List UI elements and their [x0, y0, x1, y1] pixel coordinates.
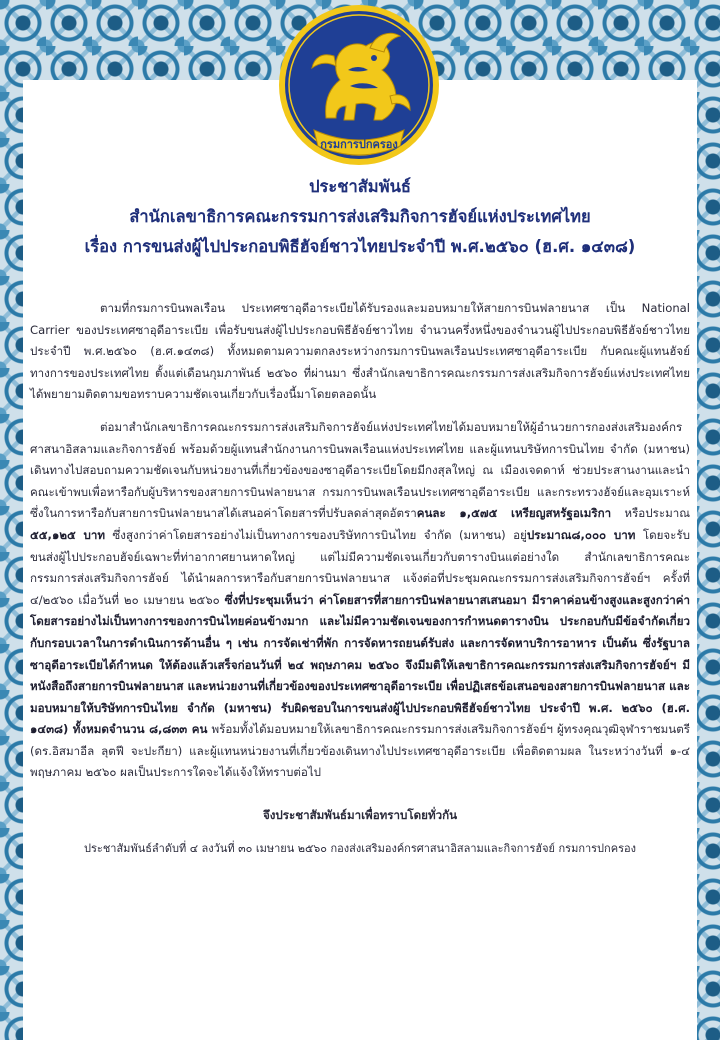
- fare-thb-highlight: ๕๕,๑๒๕ บาท: [30, 527, 106, 542]
- meeting-resolution-highlight: ซึ่งที่ประชุมเห็นว่า ค่าโดยสารที่สายการบินฟลายนาสเสนอมา มีราคาค่อนข้างสูงและสูงกว่าค่าโดยสารอย่างไม่เป็นทางการของการบินไทยค่อนข้างมาก และไม่มีความชัดเจนของการกำหนดตารางบิน ประกอบกับมีข้อจำกัดเกี่ยวกับกรอบเวลาในการดำเนินการด้านอื่น ๆ เช่น การจัดเช่าที่พัก การจัดหารถยนต์รับส่ง และการจัดหาบริการอาหาร เป็นต้น ซึ่งรัฐบาลซาอุดีอาระเบียได้กำหนด ให้ต้องแล้วเสร็จก่อนวันที่ ๒๔ พฤษภาคม ๒๕๖๐ จึงมีมติให้เลขาธิการคณะกรรมการส่งเสริมกิจการฮัจย์ฯ มีหนังสือถึงสายการบินฟลายนาส และหน่วยงานที่เกี่ยวข้องของประเทศซาอุดีอาระเบีย เพื่อปฏิเสธข้อเสนอของสายการบินฟลายนาส และมอบหมายให้บริษัทการบินไทย จำกัด (มหาชน) รับผิดชอบในการขนส่งผู้ไปประกอบพิธีฮัจย์ชาวไทย ประจำปี พ.ศ. ๒๕๖๐ (ฮ.ศ. ๑๔๓๘) ทั้งหมดจำนวน ๘,๘๓๓ คน: [30, 592, 691, 737]
- announcement-title: ประชาสัมพันธ์: [309, 177, 411, 196]
- seal-caption: กรมการปกครอง: [320, 138, 398, 151]
- paragraph-background: ตามที่กรมการบินพลเรือน ประเทศซาอุดีอาระเบียได้รับรองและมอบหมายให้สายการบินฟลายนาส เป็น National Carrier ของประเทศซาอุดีอาระเบีย เพื่อรับขนส่งผู้ไปประกอบพิธีฮัจย์ชาวไทย จำนวนครึ่งหนึ่งของจำนวนผู้ไปประกอบพิธีฮัจย์ชาวไทยประจำปี พ.ศ.๒๕๖๐ (ฮ.ศ.๑๔๓๘) ทั้งหมดตามความตกลงระหว่างกรมการบินพลเรือนประเทศซาอุดีอาระเบีย กับคณะผู้แทนฮัจย์ทางการของประเทศไทย ตั้งแต่เดือนกุมภาพันธ์ ๒๕๖๐ ที่ผ่านมา ซึ่งสำนักเลขาธิการคณะกรรมการส่งเสริมกิจการฮัจย์แห่งประเทศไทยได้พยายามติดตามขอทราบความชัดเจนเกี่ยวกับเรื่องนี้มาโดยตลอดนั้น: [30, 301, 690, 402]
- announcement-footer: ประชาสัมพันธ์ลำดับที่ ๔ ลงวันที่ ๓๐ เมษายน ๒๕๖๐ กองส่งเสริมองค์กรศาสนาอิสลามและกิจการฮัจย์ กรมการปกครอง: [84, 841, 636, 855]
- paragraph-details-text-4: โดยจะรับขนส่งผู้ไปประกอบฮัจย์เฉพาะที่ท่าอากาศยานหาดใหญ่ แต่ไม่มีความชัดเจนเกี่ยวกับตารางบินแต่อย่างใด สำนักเลขาธิการคณะกรรมการส่งเสริมกิจการฮัจย์ ได้นำผลการหารือกับสายการบินฟลายนาส แจ้งต่อที่ประชุมคณะกรรมการส่งเสริมกิจการฮัจย์ฯ ครั้งที่ ๔/๒๕๖๐ เมื่อวันที่ ๒๐ เมษายน ๒๕๖๐: [30, 527, 690, 607]
- paragraph-details-text-3: ซึ่งสูงกว่าค่าโดยสารอย่างไม่เป็นทางการของบริษัทการบินไทย จำกัด (มหาชน) อยู่: [105, 527, 527, 542]
- fare-usd-highlight: คนละ ๑,๕๗๕ เหรียญสหรัฐอเมริกา: [416, 506, 612, 521]
- paragraph-details-text-5: พร้อมทั้งได้มอบหมายให้เลขาธิการคณะกรรมการส่งเสริมกิจการฮัจย์ฯ ผู้ทรงคุณวุฒิจุฬาราชมนตรี (ดร.อิสมาอีล ลุตฟี จะปะกียา) และผู้แทนหน่วยงานที่เกี่ยวข้องเดินทางไปประเทศซาอุดีอาระเบีย เพื่อติดตามผล ในระหว่างวันที่ ๑-๔ พฤษภาคม ๒๕๖๐ ผลเป็นประการใดจะได้แจ้งให้ทราบต่อไป: [30, 722, 690, 780]
- closing-statement: จึงประชาสัมพันธ์มาเพื่อทราบโดยทั่วกัน: [262, 808, 458, 823]
- announcement-subject: เรื่อง การขนส่งผู้ไปประกอบพิธีฮัจย์ชาวไทยประจำปี พ.ศ.๒๕๖๐ (ฮ.ศ. ๑๔๓๘): [84, 237, 636, 256]
- announcement-body: [30, 170, 690, 871]
- paragraph-details: [30, 417, 690, 784]
- issuing-office: สำนักเลขาธิการคณะกรรมการส่งเสริมกิจการฮัจย์แห่งประเทศไทย: [129, 207, 591, 226]
- paragraph-details-text-2: หรือประมาณ: [611, 506, 690, 521]
- department-seal-emblem: [274, 0, 444, 170]
- paragraph-details-text-1: ต่อมาสำนักเลขาธิการคณะกรรมการส่งเสริมกิจการฮัจย์แห่งประเทศไทยได้มอบหมายให้ผู้อำนวยการกองส่งเสริมองค์กรศาสนาอิสลามและกิจการฮัจย์ พร้อมด้วยผู้แทนสำนักงานการบินพลเรือนแห่งประเทศไทย และผู้แทนบริษัทการบินไทย จำกัด (มหาชน) เดินทางไปสอบถามความชัดเจนกับหน่วยงานที่เกี่ยวข้องของซาอุดีอาระเบียโดยมีกงสุลใหญ่ ณ เมืองเจดดาห์ ช่วยประสานงานและนำคณะเข้าพบเพื่อหารือกับผู้บริหารของสายการบินฟลายนาส กรมการบินพลเรือนประเทศซาอุดีอาระเบีย และกระทรวงฮัจย์และอุมเราะห์ ซึ่งในการหารือกับสายการบินฟลายนาสได้เสนอค่าโดยสารที่ปรับลดล่าสุดอัตรา: [30, 419, 690, 521]
- fare-difference-highlight: ประมาณ๘,๐๐๐ บาท: [526, 527, 636, 542]
